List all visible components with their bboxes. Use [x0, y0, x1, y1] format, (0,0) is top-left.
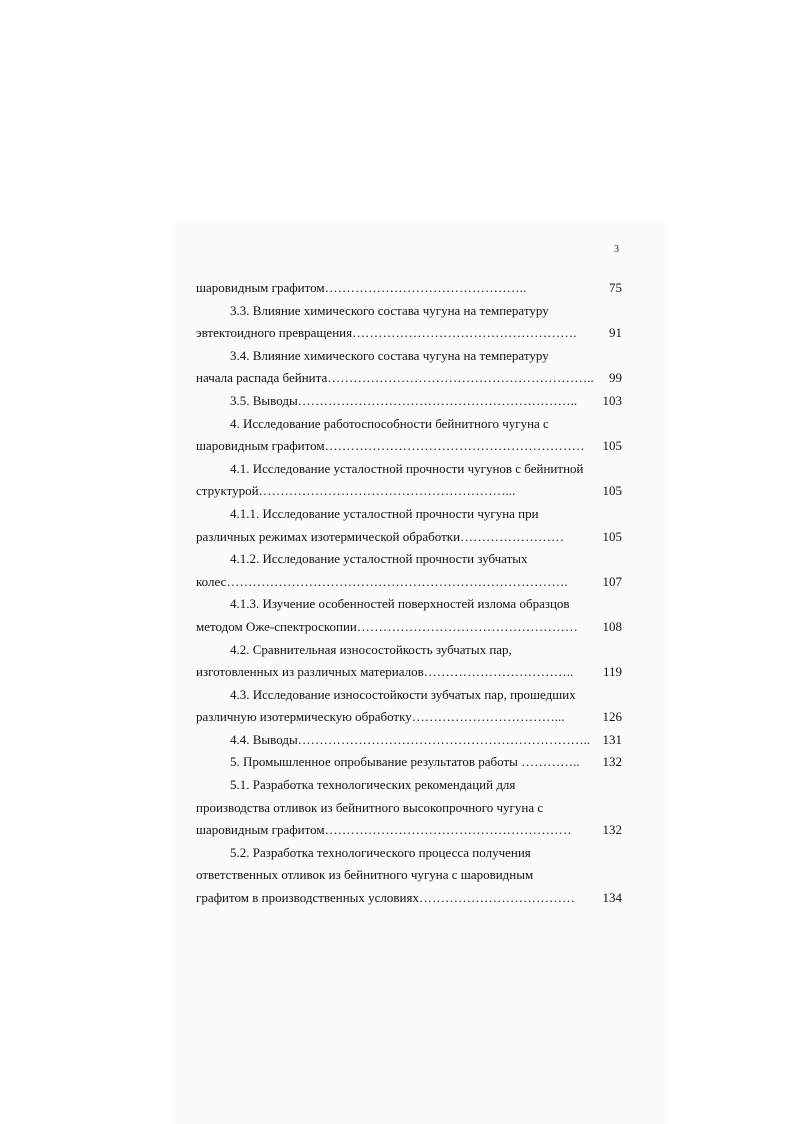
toc-entry — [196, 548, 622, 571]
toc-entry-page: 119 — [602, 664, 622, 680]
toc-entry-text: различных режимах изотермической обработки…………………… — [196, 528, 565, 544]
table-of-contents — [196, 277, 622, 910]
toc-entry — [196, 864, 622, 887]
toc-entry-page: 108 — [602, 618, 622, 634]
toc-entry-text: 4.1.2. Исследование усталостной прочности зубчатых — [230, 551, 528, 567]
toc-entry — [196, 729, 622, 752]
toc-entry — [196, 842, 622, 865]
toc-entry-text: изготовленных из различных материалов…………………………….. — [196, 664, 574, 680]
toc-entry-text: 4.3. Исследование износостойкости зубчатых пар, прошедших — [230, 686, 576, 702]
toc-entry-text: 4.2. Сравнительная износостойкость зубчатых пар, — [230, 641, 512, 657]
toc-entry — [196, 413, 622, 436]
toc-entry — [196, 435, 622, 458]
toc-entry — [196, 819, 622, 842]
toc-entry — [196, 593, 622, 616]
toc-entry-page: 131 — [602, 731, 622, 747]
toc-entry — [196, 345, 622, 368]
toc-entry — [196, 706, 622, 729]
toc-entry-text: начала распада бейнита…………………………………………………….. — [196, 370, 594, 386]
toc-entry-text: структурой…………………………………………………... — [196, 483, 516, 499]
page-number: 3 — [614, 244, 619, 255]
toc-entry-text: 4.1.1. Исследование усталостной прочности чугуна при — [230, 505, 539, 521]
toc-entry-text: 4. Исследование работоспособности бейнитного чугуна с — [230, 415, 549, 431]
toc-entry — [196, 616, 622, 639]
toc-entry-text: графитом в производственных условиях……………………………… — [196, 890, 575, 906]
toc-entry-page: 132 — [602, 754, 622, 770]
toc-entry-text: 5.2. Разработка технологического процесса получения — [230, 844, 531, 860]
toc-entry-text: 5.1. Разработка технологических рекомендаций для — [230, 777, 516, 793]
toc-entry-page: 91 — [609, 325, 622, 341]
toc-entry — [196, 526, 622, 549]
toc-entry-text: шаровидным графитом……………………………………….. — [196, 280, 527, 295]
toc-entry-text: 5. Промышленное опробывание результатов работы ………….. — [230, 754, 580, 770]
toc-entry-text: методом Оже-спектроскопии…………………………………………… — [196, 618, 578, 634]
toc-entry — [196, 774, 622, 797]
toc-entry-text: ответственных отливок из бейнитного чугуна с шаровидным — [196, 867, 534, 883]
toc-entry-text: 4.4. Выводы………………………………………………………….. — [230, 731, 591, 747]
toc-entry-text: 3.3. Влияние химического состава чугуна на температуру — [230, 302, 549, 318]
toc-entry — [196, 639, 622, 662]
toc-entry-text: 3.5. Выводы……………………………………………………….. — [230, 392, 578, 408]
toc-entry-page: 99 — [609, 370, 622, 386]
toc-entry — [196, 571, 622, 594]
toc-entry — [196, 480, 622, 503]
toc-entry-page: 107 — [602, 573, 622, 589]
toc-entry-text: различную изотермическую обработку……………………………... — [196, 709, 565, 725]
toc-entry-text: 4.1.3. Изучение особенностей поверхностей излома образцов — [230, 596, 570, 612]
toc-entry — [196, 661, 622, 684]
toc-entry — [196, 300, 622, 323]
toc-entry-text: эвтектоидного превращения……………………………………………. — [196, 325, 577, 341]
toc-entry — [196, 458, 622, 481]
toc-entry — [196, 887, 622, 910]
toc-entry — [196, 322, 622, 345]
toc-entry — [196, 277, 622, 300]
toc-entry-text: производства отливок из бейнитного высокопрочного чугуна с — [196, 799, 544, 815]
toc-entry-page: 134 — [602, 890, 622, 906]
toc-entry-page: 105 — [602, 438, 622, 454]
toc-entry-text: колес……………………………………………………………………. — [196, 573, 568, 589]
toc-entry — [196, 503, 622, 526]
toc-entry — [196, 751, 622, 774]
toc-entry-page: 75 — [609, 280, 622, 295]
toc-entry — [196, 797, 622, 820]
toc-entry-page: 105 — [602, 483, 622, 499]
toc-entry — [196, 390, 622, 413]
toc-entry — [196, 684, 622, 707]
toc-entry-text: 4.1. Исследование усталостной прочности чугунов с бейнитной — [230, 460, 584, 476]
toc-entry-text: шаровидным графитом…………………………………………………… — [196, 438, 585, 454]
toc-entry-page: 132 — [602, 822, 622, 838]
toc-entry-page: 105 — [602, 528, 622, 544]
toc-entry-text: шаровидным графитом………………………………………………… — [196, 822, 572, 838]
toc-entry-page: 103 — [602, 392, 622, 408]
toc-entry-text: 3.4. Влияние химического состава чугуна на температуру — [230, 347, 549, 363]
toc-entry-page: 126 — [602, 709, 622, 725]
toc-entry — [196, 367, 622, 390]
